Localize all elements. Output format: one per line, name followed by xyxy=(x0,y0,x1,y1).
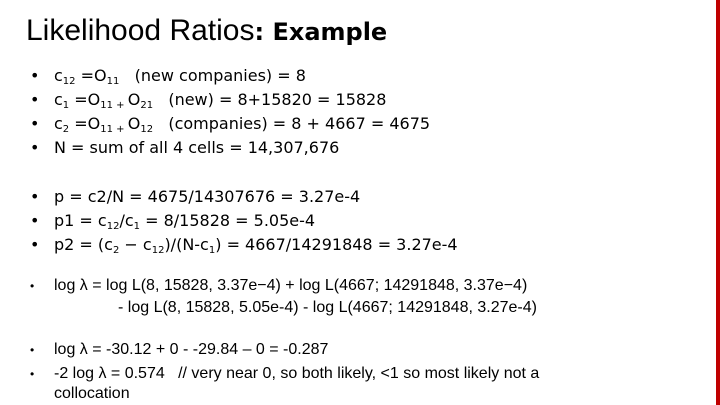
bullet-p xyxy=(30,187,360,206)
text: log λ = -30.12 + 0 - -29.84 – 0 = -0.287 xyxy=(54,341,329,358)
text: (new) = 8+15820 = 15828 xyxy=(153,90,387,109)
bullet-dot: • xyxy=(30,90,40,109)
text: (new companies) = 8 xyxy=(119,66,306,85)
title-main: Likelihood Ratios xyxy=(26,14,255,47)
text: = 8/15828 = 5.05e-4 xyxy=(140,211,316,230)
text: =O xyxy=(69,114,101,133)
bullet-log-lambda-formula xyxy=(30,277,527,295)
bullet-neg2-log-lambda xyxy=(30,365,539,383)
subscript: 12 xyxy=(106,221,120,232)
bullet-c12 xyxy=(30,66,306,85)
bullet-c1 xyxy=(30,90,386,109)
bullet-dot: • xyxy=(30,235,40,254)
bullet-dot: • xyxy=(30,211,40,230)
text: − c xyxy=(119,235,152,254)
text: c xyxy=(54,114,63,133)
text: p = c2/N = 4675/14307676 = 3.27e-4 xyxy=(54,187,361,206)
subscript: 11 + xyxy=(100,124,128,135)
slide-title xyxy=(26,14,387,48)
subscript: 2 xyxy=(62,124,70,135)
bullet-dot: • xyxy=(30,279,35,293)
accent-bar xyxy=(716,0,720,405)
bullet-p2 xyxy=(30,235,458,254)
text: =O xyxy=(69,90,101,109)
log-lambda-formula-cont: - log L(8, 15828, 5.05e-4) - log L(4667; 14291848, 3.27e-4) xyxy=(118,299,537,316)
subscript: 11 xyxy=(106,76,120,87)
text: c xyxy=(54,66,63,85)
subscript: 12 xyxy=(151,245,165,256)
text: c xyxy=(54,90,63,109)
subscript: 12 xyxy=(140,124,154,135)
collocation-cont: collocation xyxy=(54,385,130,402)
title-example: : Example xyxy=(254,18,388,46)
text: log λ = log L(8, 15828, 3.37e−4) + log L(4667; 14291848, 3.37e−4) xyxy=(54,277,528,294)
text: )/(N-c xyxy=(164,235,209,254)
text: N = sum of all 4 cells = 14,307,676 xyxy=(54,138,340,157)
subscript: 1 xyxy=(133,221,141,232)
text: /c xyxy=(119,211,134,230)
bullet-dot: • xyxy=(30,343,35,357)
subscript: 21 xyxy=(140,100,154,111)
text: -2 log λ = 0.574 // very near 0, so both likely, <1 so most likely not a xyxy=(54,365,540,382)
subscript: 2 xyxy=(112,245,120,256)
text: =O xyxy=(75,66,107,85)
text: ) = 4667/14291848 = 3.27e-4 xyxy=(215,235,458,254)
bullet-log-lambda-value xyxy=(30,341,328,359)
subscript: 12 xyxy=(62,76,76,87)
bullet-dot: • xyxy=(30,138,40,157)
bullet-dot: • xyxy=(30,367,35,381)
bullet-dot: • xyxy=(30,187,40,206)
subscript: 11 + xyxy=(100,100,128,111)
bullet-dot: • xyxy=(30,66,40,85)
subscript: 1 xyxy=(62,100,70,111)
bullet-c2 xyxy=(30,114,430,133)
text: O xyxy=(127,114,141,133)
bullet-p1 xyxy=(30,211,315,230)
bullet-n xyxy=(30,138,339,157)
text: (companies) = 8 + 4667 = 4675 xyxy=(153,114,431,133)
subscript: 1 xyxy=(208,245,216,256)
text: p1 = c xyxy=(54,211,107,230)
text: O xyxy=(127,90,141,109)
text: p2 = (c xyxy=(54,235,113,254)
bullet-dot: • xyxy=(30,114,40,133)
